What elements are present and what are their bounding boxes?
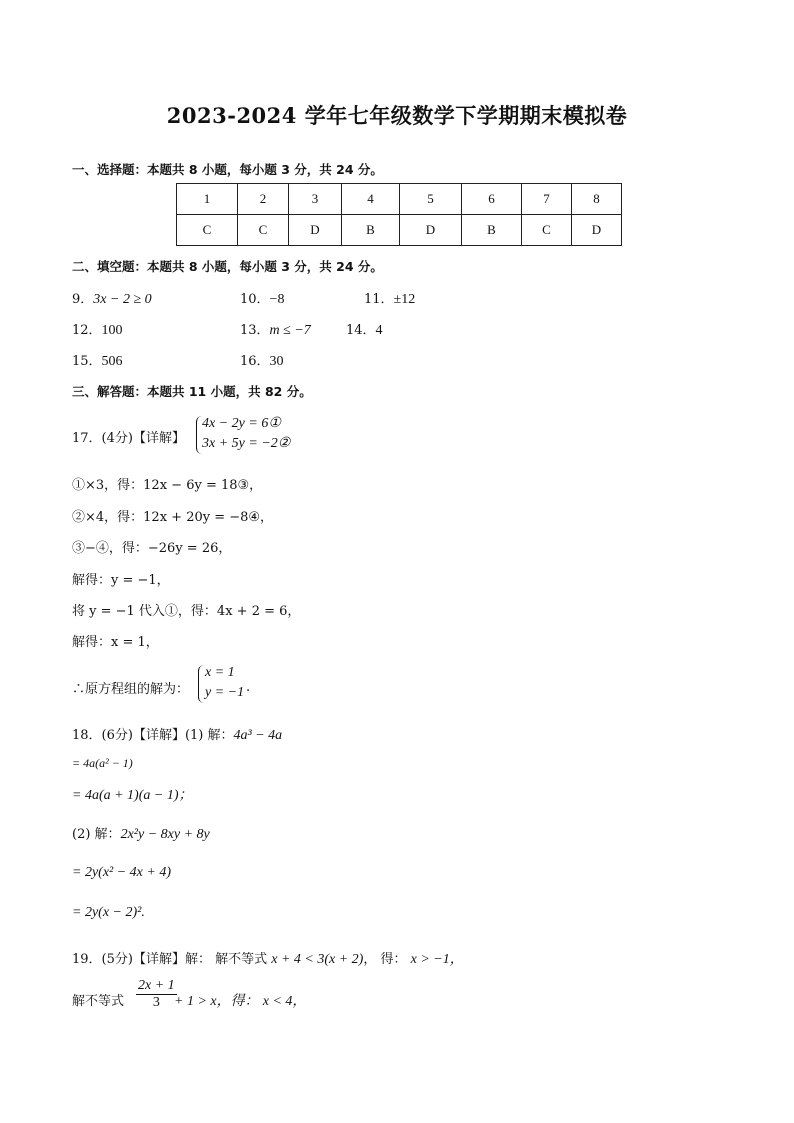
table-cell: C bbox=[177, 215, 238, 246]
fill-answer-14 bbox=[346, 319, 383, 339]
q17-label: 17．(4分)【详解】 bbox=[72, 431, 185, 446]
fill-answer-13 bbox=[240, 319, 311, 339]
fraction-denominator: 3 bbox=[152, 995, 160, 1010]
fill-answer-12 bbox=[72, 319, 123, 339]
item-answer: 100 bbox=[101, 323, 123, 338]
table-cell: 2 bbox=[238, 184, 289, 215]
item-answer: m ≤ −7 bbox=[269, 323, 311, 338]
q19-line-1 bbox=[72, 948, 464, 968]
answer-table bbox=[176, 183, 622, 246]
item-number: 11． bbox=[364, 292, 394, 307]
item-number: 13． bbox=[240, 323, 270, 338]
table-cell: B bbox=[462, 215, 522, 246]
q18-step-4: = 2y(x − 2)². bbox=[72, 905, 145, 920]
q17-system bbox=[202, 414, 290, 454]
fill-answer-10 bbox=[240, 288, 284, 308]
table-cell: 7 bbox=[522, 184, 572, 215]
solution-y: y = −1 bbox=[205, 685, 245, 700]
table-cell: C bbox=[522, 215, 572, 246]
fill-answer-15 bbox=[72, 350, 123, 370]
page-title: 2023-2024 学年七年级数学下学期期末模拟卷 bbox=[166, 103, 628, 128]
q18-label-text: 18．(6分)【详解】(1) 解： bbox=[72, 728, 234, 743]
q19-fraction bbox=[136, 978, 177, 1011]
q18-part2 bbox=[72, 823, 210, 843]
q17-step-1: ①×3，得：12x − 6y = 18③， bbox=[72, 478, 263, 493]
q18-step-1: = 4a(a² − 1) bbox=[72, 756, 133, 770]
answer-table-numbers-row bbox=[177, 184, 622, 215]
q19-result-1: x > −1， bbox=[410, 952, 464, 967]
section1-heading: 一、选择题：本题共 8 小题，每小题 3 分，共 24 分。 bbox=[72, 162, 383, 177]
equation-2: 3x + 5y = −2② bbox=[202, 436, 291, 451]
table-cell: 1 bbox=[177, 184, 238, 215]
table-cell: 5 bbox=[400, 184, 462, 215]
fill-answer-16 bbox=[240, 350, 284, 370]
item-answer: 30 bbox=[269, 354, 284, 369]
q19-line2-prefix: 解不等式 bbox=[72, 994, 125, 1009]
item-number: 15． bbox=[72, 354, 102, 369]
q17-period: . bbox=[246, 680, 251, 695]
item-answer: −8 bbox=[269, 292, 285, 307]
brace-symbol bbox=[198, 665, 205, 703]
section2-heading: 二、填空题：本题共 8 小题，每小题 3 分，共 24 分。 bbox=[72, 259, 383, 274]
q19-line2-rest bbox=[174, 990, 306, 1010]
table-cell: D bbox=[289, 215, 342, 246]
q18-step-2: = 4a(a + 1)(a − 1)； bbox=[72, 788, 193, 803]
fill-answer-11 bbox=[364, 288, 415, 308]
item-answer: 506 bbox=[101, 354, 123, 369]
item-number: 16． bbox=[240, 354, 270, 369]
q19-result-2: x < 4， bbox=[262, 994, 307, 1009]
item-number: 9． bbox=[72, 292, 94, 307]
answer-table-answers-row bbox=[177, 215, 622, 246]
q18-step-3: = 2y(x² − 4x + 4) bbox=[72, 865, 172, 880]
q18-label2: (2) 解： bbox=[72, 827, 121, 842]
item-answer: 3x − 2 ≥ 0 bbox=[93, 292, 152, 307]
q18-expr2: 2x²y − 8xy + 8y bbox=[120, 827, 210, 842]
item-answer: ±12 bbox=[393, 292, 416, 307]
fill-answer-9 bbox=[72, 288, 152, 308]
q17-step-2: ②×4，得：12x + 20y = −8④， bbox=[72, 510, 274, 525]
q19-rest: + 1 > x，得： bbox=[174, 994, 259, 1009]
table-cell: 8 bbox=[572, 184, 622, 215]
table-cell: 6 bbox=[462, 184, 522, 215]
equation-1: 4x − 2y = 6① bbox=[202, 416, 281, 431]
item-number: 12． bbox=[72, 323, 102, 338]
q18-label bbox=[72, 724, 282, 744]
q19-inequality-1: x + 4 < 3(x + 2) bbox=[271, 952, 364, 967]
table-cell: D bbox=[572, 215, 622, 246]
q19-mid: ， 得： bbox=[363, 952, 407, 967]
table-cell: 3 bbox=[289, 184, 342, 215]
item-answer: 4 bbox=[375, 323, 383, 338]
table-cell: B bbox=[342, 215, 400, 246]
item-number: 10． bbox=[240, 292, 270, 307]
table-cell: D bbox=[400, 215, 462, 246]
q17-solution bbox=[205, 663, 244, 703]
fraction-numerator: 2x + 1 bbox=[138, 978, 175, 993]
q17-step-6: 解得：x = 1， bbox=[72, 635, 159, 650]
q17-conclusion: ∴原方程组的解为： bbox=[72, 682, 190, 697]
q19-prefix: 19．(5分)【详解】解： 解不等式 bbox=[72, 952, 272, 967]
section3-heading: 三、解答题：本题共 11 小题，共 82 分。 bbox=[72, 384, 312, 399]
item-number: 14． bbox=[346, 323, 376, 338]
solution-x: x = 1 bbox=[205, 665, 235, 680]
q17-step-3: ③−④，得：−26y = 26， bbox=[72, 541, 232, 556]
q18-expr1: 4a³ − 4a bbox=[233, 728, 283, 743]
q17-step-4: 解得：y = −1， bbox=[72, 573, 170, 588]
q17-step-5: 将 y = −1 代入①，得：4x + 2 = 6， bbox=[72, 604, 301, 619]
table-cell: 4 bbox=[342, 184, 400, 215]
table-cell: C bbox=[238, 215, 289, 246]
